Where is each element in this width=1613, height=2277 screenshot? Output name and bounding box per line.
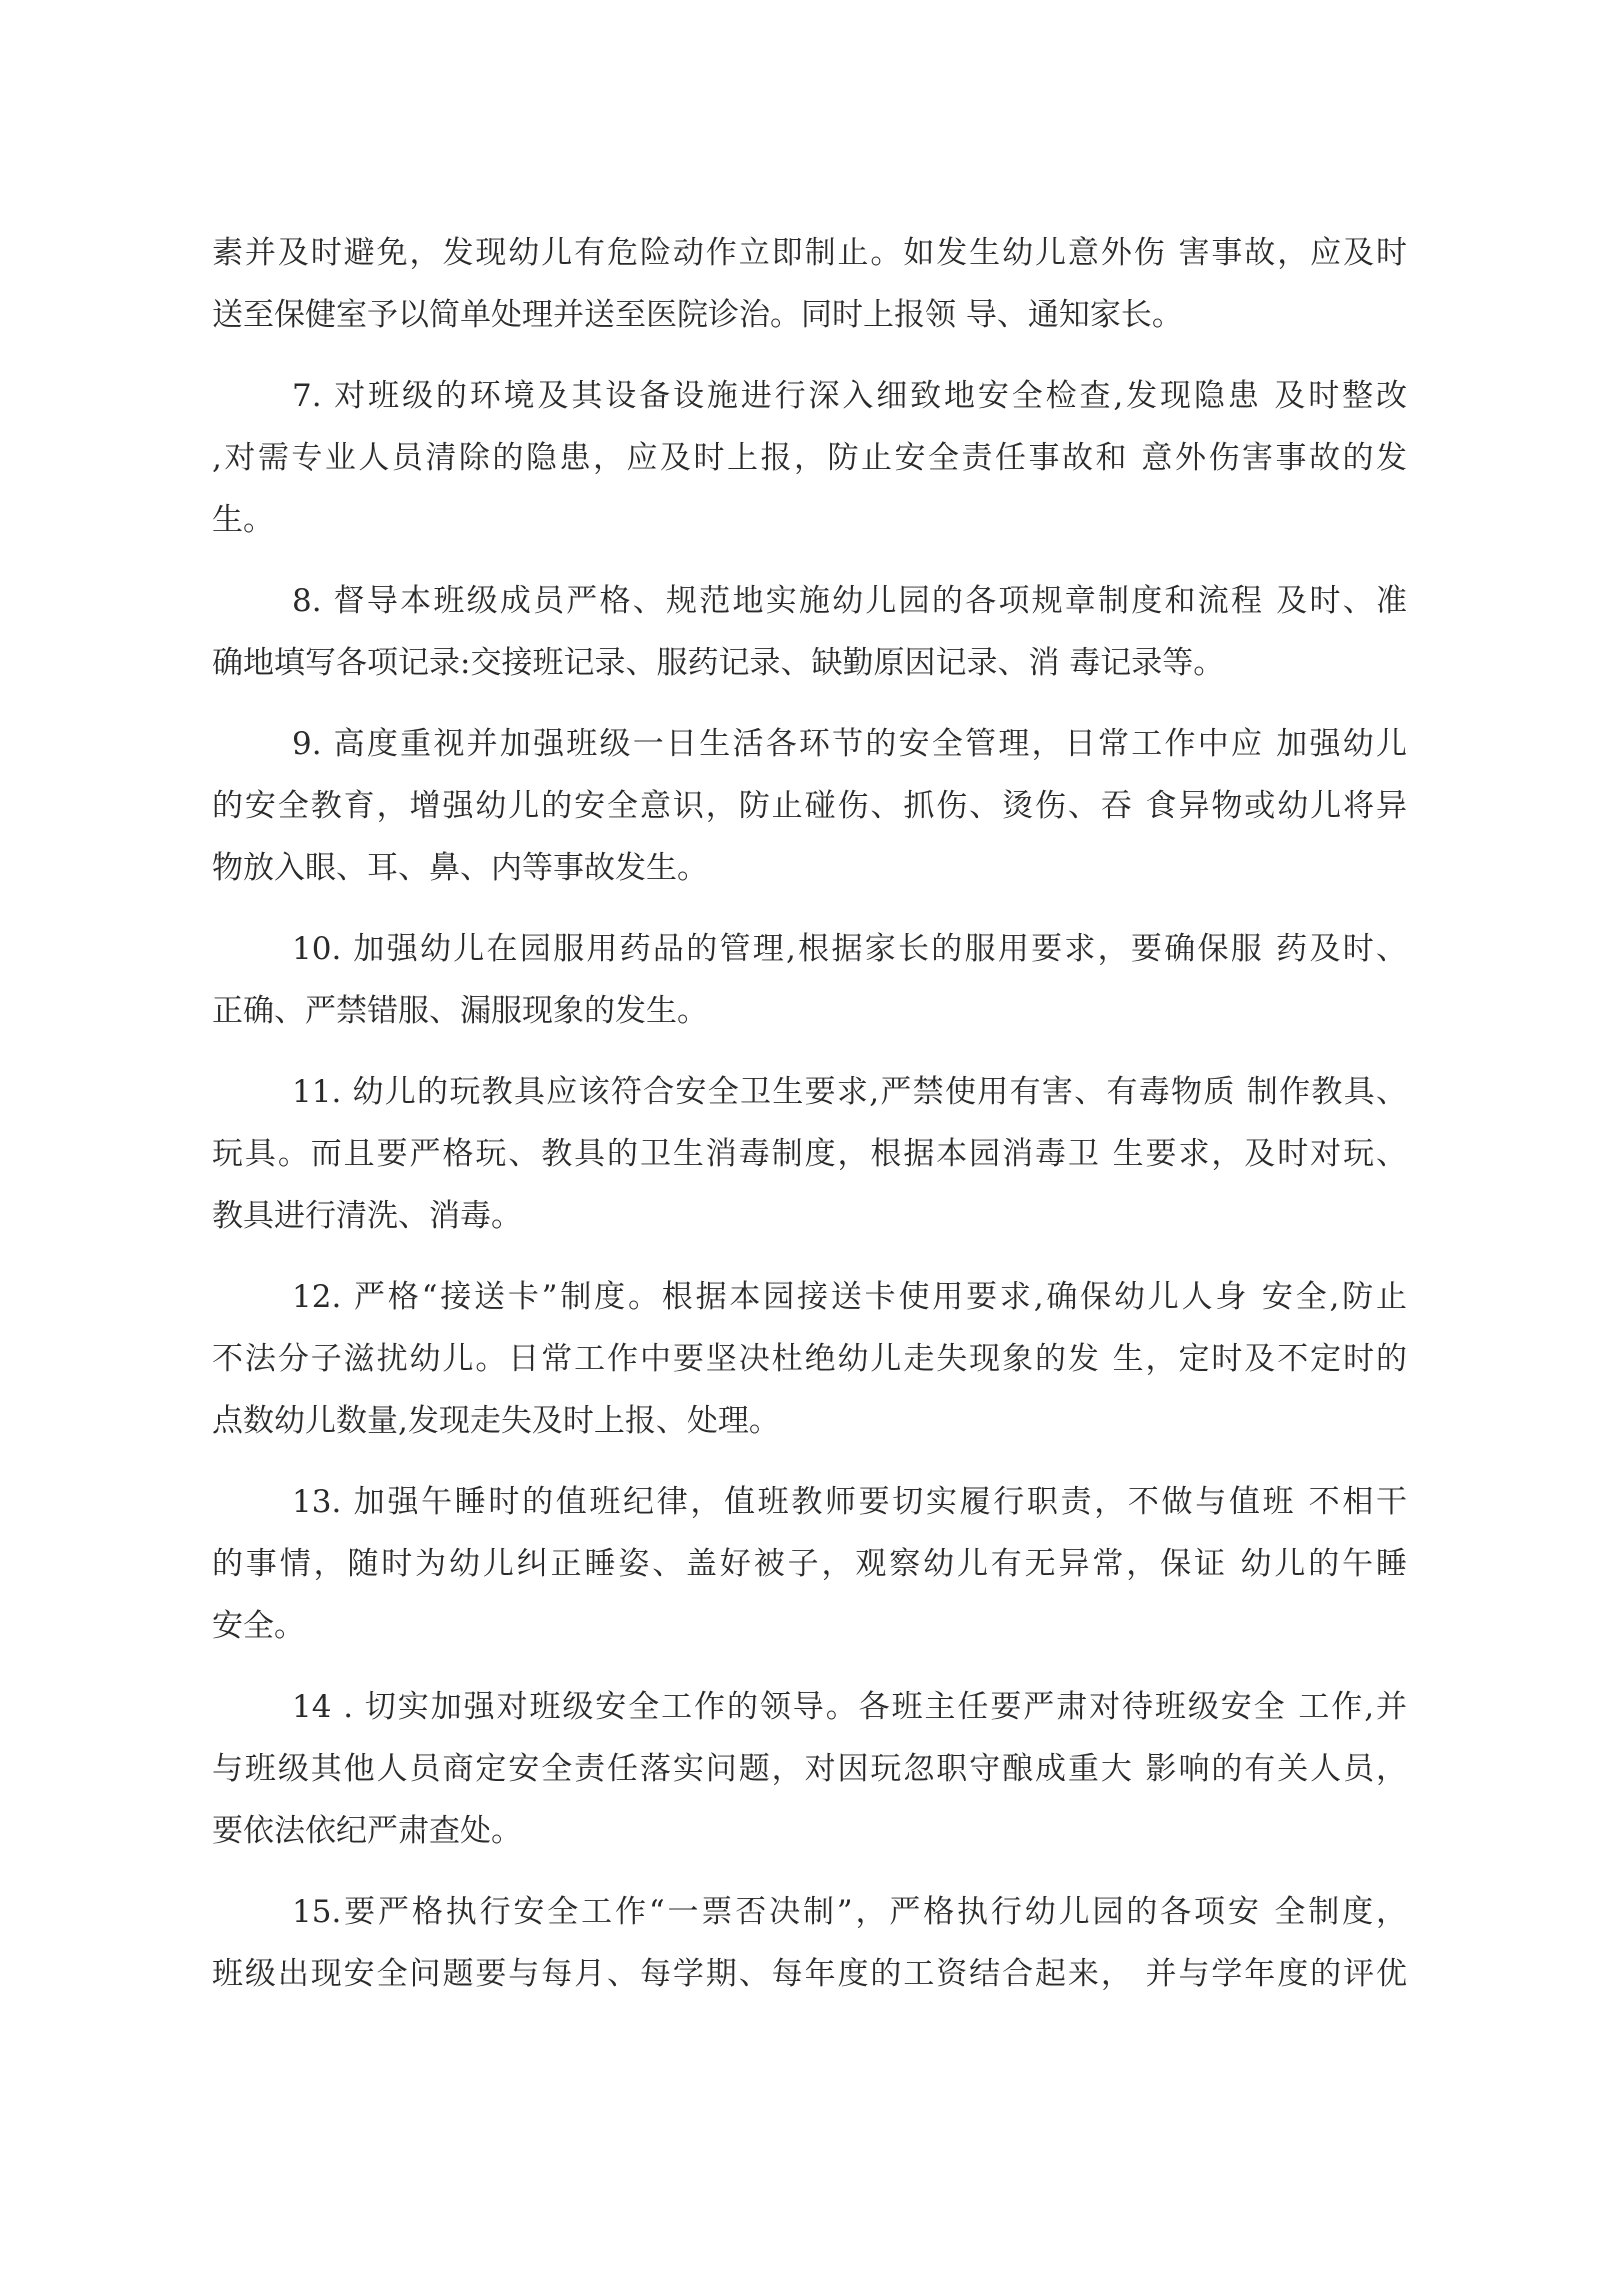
paragraph-line: 与班级其他人员商定安全责任落实问题，对因玩忽职守酿成重大 影响的有关人员，: [212, 1751, 1407, 1787]
paragraph-line: 点数幼儿数量,发现走失及时上报、处理。: [212, 1403, 780, 1439]
paragraph-line: 9. 高度重视并加强班级一日生活各环节的安全管理，日常工作中应 加强幼儿: [292, 726, 1407, 762]
paragraph-8: [212, 570, 1407, 694]
paragraph-line: 玩具。而且要严格玩、教具的卫生消毒制度，根据本园消毒卫 生要求，及时对玩、: [212, 1136, 1407, 1172]
paragraph-12: [212, 1266, 1407, 1452]
document-body: [212, 222, 1407, 2005]
paragraph-line: 送至保健室予以简单处理并送至医院诊治。同时上报领 导、通知家长。: [212, 297, 1183, 333]
paragraph-line: 15.要严格执行安全工作“一票否决制”，严格执行幼儿园的各项安 全制度，: [292, 1894, 1407, 1930]
paragraph-line: 要依法依纪严肃查处。: [212, 1813, 522, 1849]
paragraph-11: [212, 1061, 1407, 1247]
paragraph-line: 物放入眼、耳、鼻、内等事故发生。: [212, 850, 708, 886]
paragraph-line: 14 . 切实加强对班级安全工作的领导。各班主任要严肃对待班级安全 工作,并: [292, 1689, 1407, 1725]
paragraph-14: [212, 1676, 1407, 1862]
paragraph-line: 确地填写各项记录:交接班记录、服药记录、缺勤原因记录、消 毒记录等。: [212, 645, 1225, 681]
paragraph-line: 不法分子滋扰幼儿。日常工作中要坚决杜绝幼儿走失现象的发 生，定时及不定时的: [212, 1341, 1407, 1377]
paragraph-line: 素并及时避免，发现幼儿有危险动作立即制止。如发生幼儿意外伤 害事故，应及时: [212, 235, 1407, 271]
paragraph-line: 班级出现安全问题要与每月、每学期、每年度的工资结合起来， 并与学年度的评优: [212, 1956, 1407, 1992]
paragraph-line: 8. 督导本班级成员严格、规范地实施幼儿园的各项规章制度和流程 及时、准: [292, 583, 1407, 619]
paragraph-line: 的事情，随时为幼儿纠正睡姿、盖好被子，观察幼儿有无异常，保证 幼儿的午睡: [212, 1546, 1407, 1582]
paragraph-line: 11. 幼儿的玩教具应该符合安全卫生要求,严禁使用有害、有毒物质 制作教具、: [292, 1074, 1407, 1110]
paragraph-7: [212, 365, 1407, 551]
paragraph-line: 10. 加强幼儿在园服用药品的管理,根据家长的服用要求，要确保服 药及时、: [292, 931, 1407, 967]
paragraph-line: 安全。: [212, 1608, 305, 1644]
paragraph-9: [212, 713, 1407, 899]
paragraph-10: [212, 918, 1407, 1042]
paragraph-line: 12. 严格“接送卡”制度。根据本园接送卡使用要求,确保幼儿人身 安全,防止: [292, 1279, 1407, 1315]
paragraph-line: 的安全教育，增强幼儿的安全意识，防止碰伤、抓伤、烫伤、吞 食异物或幼儿将异: [212, 788, 1407, 824]
paragraph-6-continued: [212, 222, 1407, 346]
paragraph-line: 正确、严禁错服、漏服现象的发生。: [212, 993, 708, 1029]
paragraph-13: [212, 1471, 1407, 1657]
paragraph-line: ,对需专业人员清除的隐患，应及时上报，防止安全责任事故和 意外伤害事故的发: [212, 440, 1407, 476]
paragraph-line: 教具进行清洗、消毒。: [212, 1198, 522, 1234]
paragraph-line: 7. 对班级的环境及其设备设施进行深入细致地安全检查,发现隐患 及时整改: [292, 378, 1407, 414]
paragraph-line: 生。: [212, 502, 274, 538]
paragraph-line: 13. 加强午睡时的值班纪律，值班教师要切实履行职责，不做与值班 不相干: [292, 1484, 1407, 1520]
paragraph-15: [212, 1881, 1407, 2005]
